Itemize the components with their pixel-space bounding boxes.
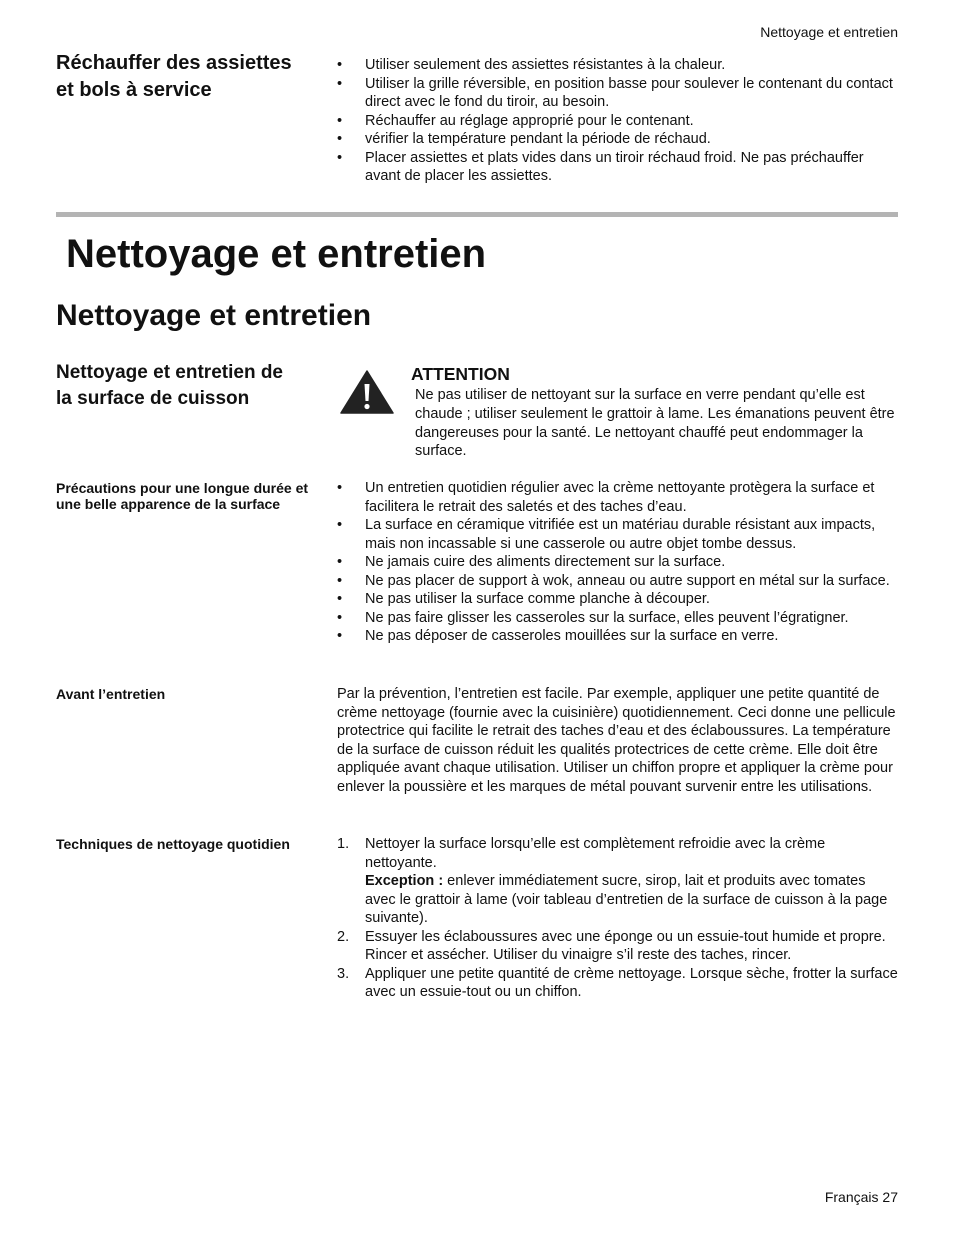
chapter-title: Nettoyage et entretien bbox=[66, 232, 487, 276]
list-item: • Ne pas placer de support à wok, anneau ou autre support en métal sur la surface. bbox=[337, 572, 899, 591]
list-item: • Utiliser seulement des assiettes résistantes à la chaleur. bbox=[337, 56, 899, 75]
attention-text: Ne pas utiliser de nettoyant sur la surface en verre pendant qu’elle est chaude ; utiliser seulement le grattoir à lame. Les émanations peuvent être dangereuses pour la santé. Le nettoyant chauffé peut endommager la surface. bbox=[415, 387, 895, 460]
before-care-text: Par la prévention, l’entretien est facile. Par exemple, appliquer une petite quantité de crème nettoyage (fournie avec la cuisinière) quotidiennement. Ceci donne une pellicule protectrice qui facilite le retrait des taches d’eau et des éclaboussures. La température de la surface de cuisson réduit les qualités protectrices de cette crème. Elle doit être appliquée avant chaque utilisation. Utiliser un chiffon propre et appliquer la crème pour enlever la poussière et les marques de métal pouvant survenir entre les utilisations. bbox=[337, 686, 896, 795]
list-item: • Réchauffer au réglage approprié pour le contenant. bbox=[337, 112, 899, 131]
section-title: Nettoyage et entretien bbox=[56, 299, 372, 332]
list-item: • Utiliser la grille réversible, en position basse pour soulever le contenant du contact direct avec le fond du tiroir, au besoin. bbox=[337, 75, 899, 112]
warming-bullet-list bbox=[337, 56, 899, 186]
attention-title: ATTENTION bbox=[411, 364, 510, 384]
exception-label: Exception : bbox=[365, 873, 444, 889]
step-text: Essuyer les éclaboussures avec une éponge ou un essuie-tout humide et propre. Rincer et assécher. Utiliser du vinaigre s’il reste des taches, rincer. bbox=[365, 928, 886, 963]
list-item: • Ne jamais cuire des aliments directement sur la surface. bbox=[337, 553, 899, 572]
list-item: • vérifier la température pendant la période de réchaud. bbox=[337, 130, 899, 149]
step-text: Appliquer une petite quantité de crème nettoyage. Lorsque sèche, frotter la surface avec un essuie-tout ou un chiffon. bbox=[365, 965, 898, 1000]
warming-content bbox=[337, 56, 899, 186]
warming-heading-line1: Réchauffer des assiettes bbox=[56, 52, 292, 74]
list-item: • Un entretien quotidien régulier avec la crème nettoyante protègera la surface et facilitera le retrait des saletés et des taches d’eau. bbox=[337, 479, 899, 516]
precautions-bullet-list bbox=[337, 479, 899, 646]
cooktop-heading-line2: la surface de cuisson bbox=[56, 388, 250, 409]
chapter-divider bbox=[56, 212, 898, 217]
list-item: • Ne pas utiliser la surface comme planche à découper. bbox=[337, 590, 899, 609]
daily-cleaning-steps bbox=[337, 835, 899, 1002]
list-item bbox=[337, 835, 899, 928]
exception-text: enlever immédiatement sucre, sirop, lait et produits avec tomates avec le grattoir à lame (voir tableau d’entretien de la surface de cuisson à la page suivante). bbox=[365, 873, 888, 926]
cooktop-heading-line1: Nettoyage et entretien de bbox=[56, 362, 283, 383]
step-exception bbox=[365, 872, 899, 928]
precautions-heading-line2: une belle apparence de la surface bbox=[56, 496, 281, 512]
warming-heading bbox=[56, 50, 326, 104]
list-item: • Ne pas déposer de casseroles mouillées sur la surface en verre. bbox=[337, 627, 899, 646]
daily-cleaning-heading: Techniques de nettoyage quotidien bbox=[56, 836, 290, 852]
before-care-heading: Avant l’entretien bbox=[56, 686, 166, 702]
list-item: • La surface en céramique vitrifiée est un matériau durable résistant aux impacts, mais non incassable si une casserole ou autre objet tombe dessus. bbox=[337, 516, 899, 553]
step-text: Nettoyer la surface lorsqu’elle est complètement refroidie avec la crème nettoyante. bbox=[365, 836, 826, 871]
daily-cleaning-content bbox=[337, 835, 899, 1002]
warming-heading-line2: et bols à service bbox=[56, 79, 212, 101]
list-item bbox=[337, 928, 899, 965]
step-number: 1. bbox=[337, 836, 350, 852]
list-item bbox=[337, 965, 899, 1002]
page-number: Français 27 bbox=[824, 1189, 898, 1205]
step-number: 3. bbox=[337, 965, 350, 982]
running-header: Nettoyage et entretien bbox=[760, 24, 898, 40]
list-item: • Ne pas faire glisser les casseroles sur la surface, elles peuvent l’égratigner. bbox=[337, 609, 899, 628]
precautions-heading-line1: Précautions pour une longue durée et bbox=[56, 480, 309, 496]
precautions-heading bbox=[56, 480, 341, 512]
warning-icon bbox=[340, 370, 394, 414]
cooktop-heading bbox=[56, 360, 326, 412]
step-number: 2. bbox=[337, 928, 350, 945]
list-item: • Placer assiettes et plats vides dans un tiroir réchaud froid. Ne pas préchauffer avant de placer les assiettes. bbox=[337, 149, 899, 186]
precautions-content bbox=[337, 479, 899, 646]
